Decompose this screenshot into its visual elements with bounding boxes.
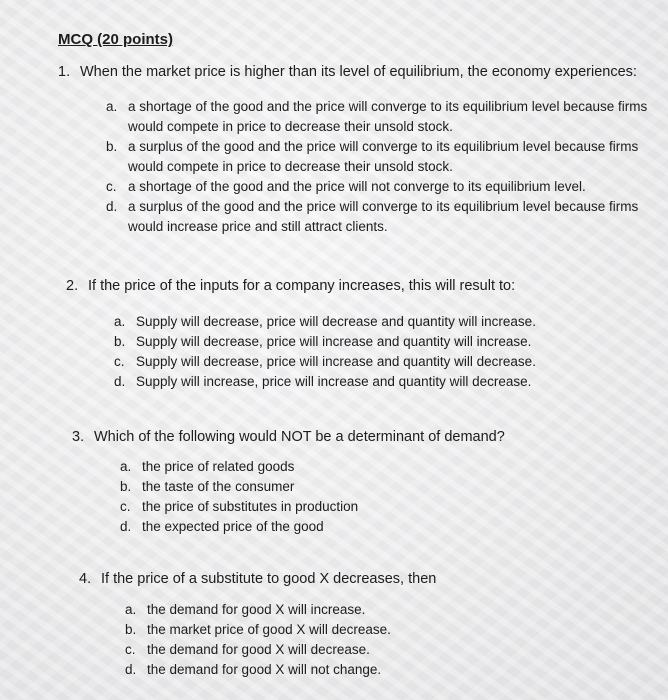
option-4c[interactable] [125, 640, 625, 660]
question-4-number: 4. [79, 571, 92, 587]
question-2-number: 2. [66, 278, 79, 294]
option-letter: b. [106, 139, 118, 154]
question-3-text [72, 428, 652, 447]
option-letter: a. [114, 314, 126, 329]
question-1-text [58, 63, 658, 82]
question-2-options [114, 312, 644, 392]
option-letter: c. [114, 354, 125, 369]
option-text: Supply will decrease, price will increase and quantity will increase. [136, 334, 532, 349]
option-text: the demand for good X will decrease. [147, 642, 370, 657]
option-text: the demand for good X will increase. [147, 602, 366, 617]
option-4d[interactable] [125, 660, 625, 680]
page-title: MCQ (20 points) [58, 31, 173, 48]
option-letter: a. [120, 459, 132, 474]
question-1-options [106, 97, 654, 237]
option-1b[interactable] [106, 137, 654, 177]
option-letter: d. [106, 199, 118, 214]
option-letter: c. [120, 499, 131, 514]
option-letter: d. [125, 662, 137, 677]
option-2d[interactable] [114, 372, 644, 392]
option-letter: d. [120, 519, 132, 534]
option-3d[interactable] [120, 517, 620, 537]
option-2a[interactable] [114, 312, 644, 332]
question-4-options [125, 600, 625, 680]
option-text: the market price of good X will decrease. [147, 622, 391, 637]
option-1a[interactable] [106, 97, 654, 137]
option-1c[interactable] [106, 177, 654, 197]
option-letter: a. [106, 99, 118, 114]
option-text: the demand for good X will not change. [147, 662, 382, 677]
option-text: the price of related goods [142, 459, 295, 474]
question-3-number: 3. [72, 429, 85, 445]
question-4 [79, 570, 654, 680]
option-text: a shortage of the good and the price will not converge to its equilibrium level. [128, 179, 586, 194]
option-letter: a. [125, 602, 137, 617]
option-3b[interactable] [120, 477, 620, 497]
question-2-prompt: If the price of the inputs for a company increases, this will result to: [88, 278, 516, 294]
option-text: a surplus of the good and the price will converge to its equilibrium level because firms would increase price and still attract clients. [128, 199, 639, 234]
option-letter: c. [125, 642, 136, 657]
option-3a[interactable] [120, 457, 620, 477]
question-1-number: 1. [58, 64, 71, 80]
question-4-text [79, 570, 654, 589]
option-text: Supply will increase, price will increase and quantity will decrease. [136, 374, 532, 389]
question-1-prompt: When the market price is higher than its level of equilibrium, the economy experiences: [80, 64, 637, 80]
question-3-options [120, 457, 620, 537]
option-text: Supply will decrease, price will increase and quantity will decrease. [136, 354, 536, 369]
option-text: Supply will decrease, price will decrease and quantity will increase. [136, 314, 536, 329]
option-text: the taste of the consumer [142, 479, 295, 494]
option-letter: b. [125, 622, 137, 637]
option-text: a surplus of the good and the price will converge to its equilibrium level because firms would compete in price to decrease their unsold stock. [128, 139, 639, 174]
option-2c[interactable] [114, 352, 644, 372]
option-4b[interactable] [125, 620, 625, 640]
option-letter: d. [114, 374, 126, 389]
question-3-prompt: Which of the following would NOT be a determinant of demand? [94, 429, 505, 445]
option-2b[interactable] [114, 332, 644, 352]
option-text: a shortage of the good and the price will converge to its equilibrium level because firms would compete in price to decrease their unsold stock. [128, 99, 648, 134]
option-letter: c. [106, 179, 117, 194]
question-2 [66, 277, 656, 392]
question-4-prompt: If the price of a substitute to good X decreases, then [101, 571, 437, 587]
option-letter: b. [120, 479, 132, 494]
option-letter: b. [114, 334, 126, 349]
option-3c[interactable] [120, 497, 620, 517]
option-4a[interactable] [125, 600, 625, 620]
question-2-text [66, 277, 656, 296]
option-text: the price of substitutes in production [142, 499, 359, 514]
option-1d[interactable] [106, 197, 654, 237]
question-3 [72, 428, 652, 537]
question-1 [58, 63, 658, 237]
option-text: the expected price of the good [142, 519, 324, 534]
